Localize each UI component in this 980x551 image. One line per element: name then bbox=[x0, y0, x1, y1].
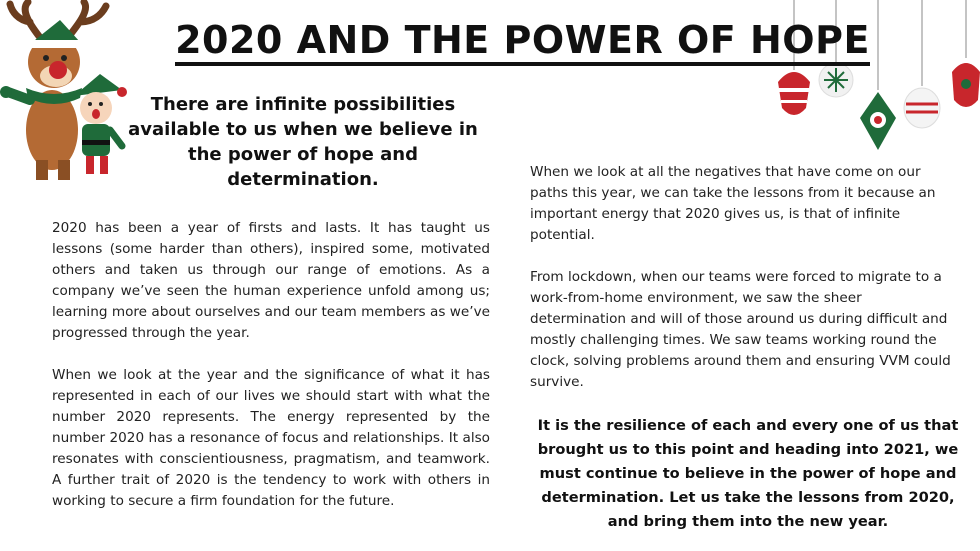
page-title bbox=[0, 18, 980, 62]
paragraph: When we look at the year and the significance of what it has represented in each of our lives we should start with what the number 2020 represents. The energy represented by the number 2020 has a resonance of focus and relationships. It also resonates with conscientiousness, pragmatism, and teamwork. A further trait of 2020 is the tendency to work with others in working to secure a firm foundation for the future. bbox=[52, 367, 490, 509]
right-column bbox=[530, 162, 962, 393]
paragraph: 2020 has been a year of firsts and lasts. It has taught us lessons (some harder than others), inspired some, motivated others and taken us through our range of emotions. As a company we’ve seen the human experience unfold among us; learning more about ourselves and our team members as we’ve progressed through the year. bbox=[52, 220, 490, 341]
subtitle: There are infinite possibilities available to us when we believe in the power of hope and determination. bbox=[128, 94, 478, 190]
page-title-text: 2020 AND THE POWER OF HOPE bbox=[175, 18, 870, 66]
paragraph: When we look at all the negatives that have come on our paths this year, we can take the lessons from it because an important energy that 2020 gives us, is that of infinite potential. bbox=[530, 164, 936, 243]
left-column bbox=[52, 218, 490, 512]
elf-icon bbox=[74, 74, 127, 174]
closing-statement: It is the resilience of each and every one of us that brought us to this point and heading into 2021, we must continue to believe in the power of hope and determination. Let us take the lessons from 2020, and bring them into the new year. bbox=[537, 417, 959, 530]
paragraph: From lockdown, when our teams were forced to migrate to a work-from-home environment, we saw the sheer determination and will of those around us during difficult and mostly challenging times. We saw teams working round the clock, solving problems around them and ensuring VVM could survive. bbox=[530, 269, 951, 390]
